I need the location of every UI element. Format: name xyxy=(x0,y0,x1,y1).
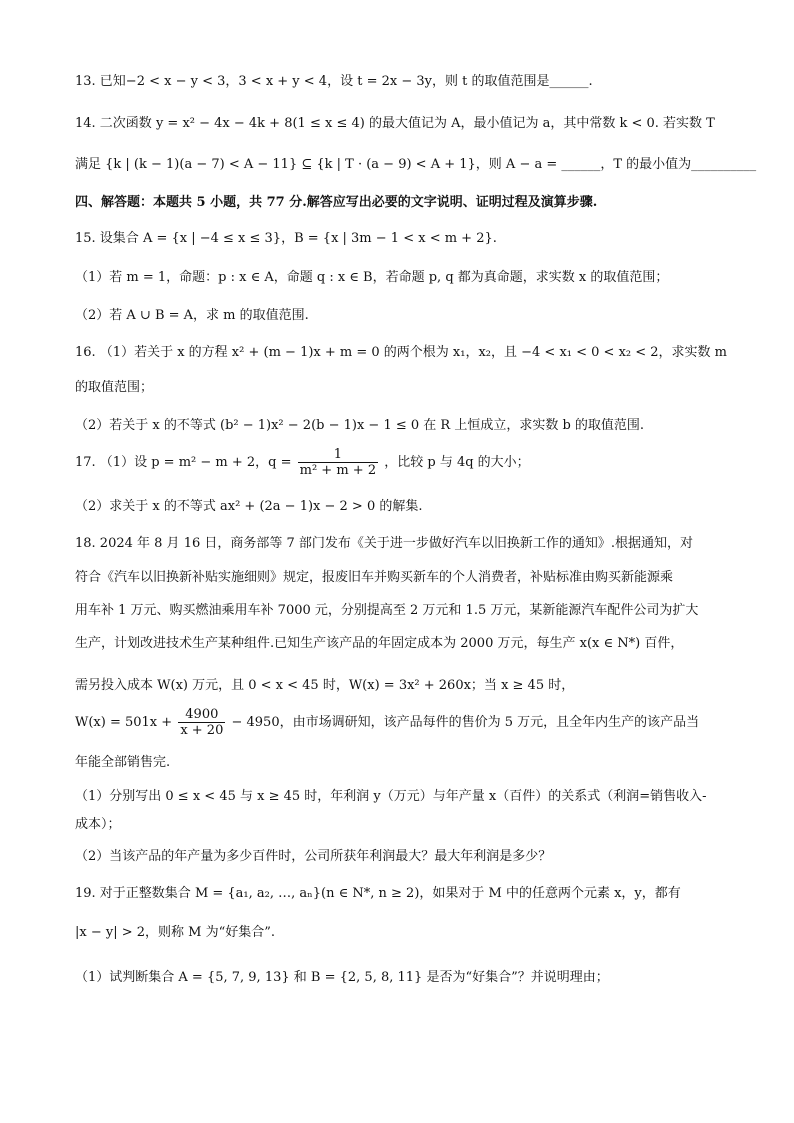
question-18-part-1-line-1: （1）分别写出 0 ≤ x < 45 与 x ≥ 45 时，年利润 y（万元）与年产量 x（百件）的关系式（利润=销售收入- xyxy=(75,789,707,804)
q18-text-after: − 4950，由市场调研知，该产品每件的售价为 5 万元，且全年内生产的该产品当 xyxy=(231,715,700,730)
q18-fraction-denominator: x + 20 xyxy=(180,723,224,738)
question-16-part-1-line-1: 16. （1）若关于 x 的方程 x² + (m − 1)x + m = 0 的两个根为 x₁，x₂，且 −4 < x₁ < 0 < x₂ < 2，求实数 m xyxy=(75,345,728,360)
question-18-line-4: 生产，计划改进技术生产某种组件.已知生产该产品的年固定成本为 2000 万元，每生产 x(x ∈ N*) 百件， xyxy=(75,636,684,651)
question-18-line-6 xyxy=(75,706,699,740)
section-4-heading: 四、解答题：本题共 5 小题，共 77 分.解答应写出必要的文字说明、证明过程及演算步骤. xyxy=(75,195,598,210)
question-13: 13. 已知−2 < x − y < 3，3 < x + y < 4，设 t = 2x − 3y，则 t 的取值范围是______. xyxy=(75,74,593,89)
question-18-line-7: 年能全部销售完. xyxy=(75,755,171,770)
question-15-part-1: （1）若 m = 1，命题：p : x ∈ A，命题 q : x ∈ B，若命题 p, q 都为真命题，求实数 x 的取值范围； xyxy=(75,270,669,285)
question-14-line-1: 14. 二次函数 y = x² − 4x − 4k + 8(1 ≤ x ≤ 4) 的最大值记为 A，最小值记为 a，其中常数 k < 0. 若实数 T xyxy=(75,116,715,131)
question-16-part-2: （2）若关于 x 的不等式 (b² − 1)x² − 2(b − 1)x − 1 ≤ 0 在 R 上恒成立，求实数 b 的取值范围. xyxy=(75,418,645,433)
q17-fraction-numerator: 1 xyxy=(298,447,378,463)
q18-text-before: W(x) = 501x + xyxy=(75,715,173,730)
q17-fraction xyxy=(298,447,378,478)
question-14-line-2: 满足 {k | (k − 1)(a − 7) < A − 11} ⊆ {k | T · (a − 9) < A + 1}，则 A − a = ______，T 的最小值为__________ xyxy=(75,157,757,172)
question-15-stem: 15. 设集合 A = {x | −4 ≤ x ≤ 3}，B = {x | 3m − 1 < x < m + 2}. xyxy=(75,231,497,246)
question-18-line-3: 用车补 1 万元、购买燃油乘用车补 7000 元，分别提高至 2 万元和 1.5 万元，某新能源汽车配件公司为扩大 xyxy=(75,603,699,618)
q18-fraction-numerator: 4900 xyxy=(178,707,225,723)
question-17-part-2: （2）求关于 x 的不等式 ax² + (2a − 1)x − 2 > 0 的解集. xyxy=(75,499,423,514)
question-17-part-1 xyxy=(75,446,530,480)
question-16-part-1-line-2: 的取值范围； xyxy=(75,380,154,395)
question-19-line-2: |x − y| > 2，则称 M 为“好集合”. xyxy=(75,925,276,940)
question-19-line-1: 19. 对于正整数集合 M = {a₁, a₂, …, aₙ}(n ∈ N*, n ≥ 2)，如果对于 M 中的任意两个元素 x，y，都有 xyxy=(75,886,681,901)
q17-text-after: ，比较 p 与 4q 的大小； xyxy=(384,455,530,470)
question-15-part-2: （2）若 A ∪ B = A，求 m 的取值范围. xyxy=(75,308,309,323)
question-18-part-2: （2）当该产品的年产量为多少百件时，公司所获年利润最大？最大年利润是多少？ xyxy=(75,849,552,864)
question-18-line-5: 需另投入成本 W(x) 万元，且 0 < x < 45 时，W(x) = 3x² + 260x；当 x ≥ 45 时， xyxy=(75,678,575,693)
question-19-part-1: （1）试判断集合 A = {5, 7, 9, 13} 和 B = {2, 5, 8, 11} 是否为“好集合”？并说明理由； xyxy=(75,970,609,985)
question-18-line-1: 18. 2024 年 8 月 16 日，商务部等 7 部门发布《关于进一步做好汽车以旧换新工作的通知》.根据通知，对 xyxy=(75,536,694,551)
q17-fraction-denominator: m² + m + 2 xyxy=(299,463,377,478)
question-18-line-2: 符合《汽车以旧换新补贴实施细则》规定，报废旧车并购买新车的个人消费者，补贴标准由购买新能源乘 xyxy=(75,570,674,585)
q17-text-before: 17. （1）设 p = m² − m + 2，q = xyxy=(75,455,292,470)
q18-fraction xyxy=(178,707,225,738)
question-18-part-1-line-2: 成本）； xyxy=(75,817,121,832)
